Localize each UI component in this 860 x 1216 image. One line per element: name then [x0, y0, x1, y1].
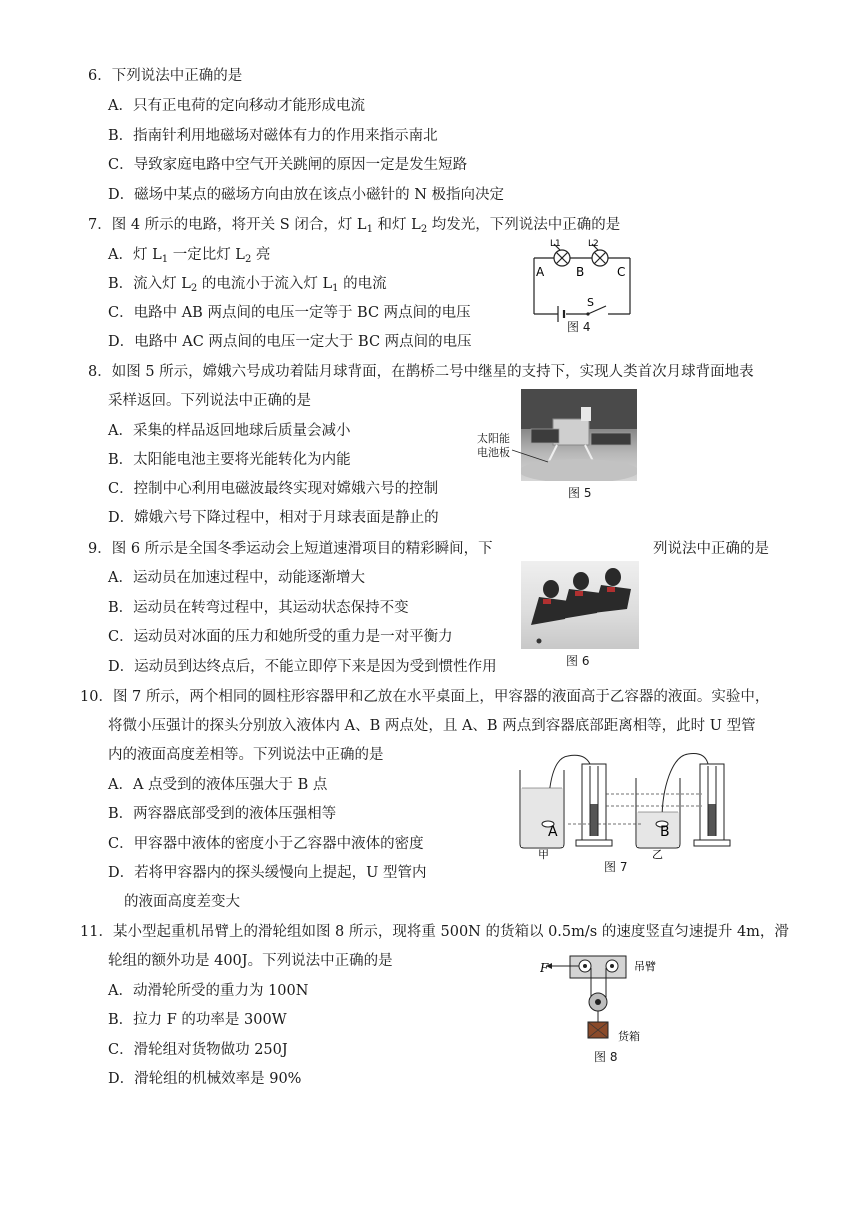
question-8-stem [88, 362, 754, 382]
option-text: 的电流小于流入灯 L [197, 276, 333, 292]
question-text: 某小型起重机吊臂上的滑轮组如图 8 所示，现将重 500N 的货箱以 0.5m/s 的速度竖直匀速提升 4m，滑 [112, 924, 789, 940]
question-9-stem-right: 列说法中正确的是 [653, 541, 769, 557]
question-number: 11． [80, 924, 113, 940]
subscript: 1 [332, 283, 339, 294]
q7-option-d: D．电路中 AC 两点间的电压一定大于 BC 两点间的电压 [108, 334, 472, 350]
box-label: 货箱 [618, 1030, 640, 1043]
annotation-line-1: 太阳能 [477, 432, 510, 445]
q10-option-a: A．A 点受到的液体压强大于 B 点 [108, 777, 328, 793]
q8-option-d: D．嫦娥六号下降过程中，相对于月球表面是静止的 [108, 510, 439, 526]
annotation-leader-line [510, 448, 550, 464]
question-text: 下列说法中正确的是 [111, 68, 243, 84]
stem-part: 图 4 所示的电路，将开关 S 闭合，灯 L [111, 217, 367, 233]
figure-6-caption: 图 6 [566, 654, 590, 668]
stem-part: 均发光，下列说法中正确的是 [427, 217, 621, 233]
question-10-stem [80, 687, 769, 707]
question-text: 图 7 所示，两个相同的圆柱形容器甲和乙放在水平桌面上，甲容器的液面高于乙容器的液面。实验中， [112, 689, 770, 705]
pulley-diagram [540, 952, 670, 1044]
figure-5-caption: 图 5 [568, 486, 592, 500]
point-b-label: B [660, 824, 670, 840]
question-text: 图 6 所示是全国冬季运动会上短道速滑项目的精彩瞬间，下 [111, 541, 493, 557]
label-a: A [536, 265, 545, 279]
q11-option-d: D．滑轮组的机械效率是 90% [108, 1071, 302, 1087]
stem-part: 和灯 L [372, 217, 421, 233]
solar-panel-annotation [477, 432, 510, 460]
q6-option-a: A．只有正电荷的定向移动才能形成电流 [108, 98, 365, 114]
figure-7-pressure-setup [512, 748, 774, 860]
annotation-line-2: 电池板 [477, 446, 510, 459]
question-11-stem-cont: 轮组的额外功是 400J。下列说法中正确的是 [108, 953, 393, 969]
figure-7-caption: 图 7 [604, 860, 628, 874]
q10-option-d-cont: 的液面高度差变大 [124, 894, 240, 910]
q10-option-b: B．两容器底部受到的液体压强相等 [108, 806, 337, 822]
label-c: C [617, 265, 626, 279]
question-10-stem-cont-2: 内的液面高度差相等。下列说法中正确的是 [108, 747, 384, 763]
subscript: 1 [366, 224, 373, 235]
question-number: 6． [88, 68, 112, 84]
q10-option-c: C．甲容器中液体的密度小于乙容器中液体的密度 [108, 836, 424, 852]
option-text: 的电流 [338, 276, 387, 292]
figure-8-pulley [540, 952, 670, 1044]
q8-option-b: B．太阳能电池主要将光能转化为内能 [108, 452, 351, 468]
skaters-illustration [521, 561, 639, 649]
q7-option-b [108, 274, 387, 294]
question-8-stem-cont: 采样返回。下列说法中正确的是 [108, 393, 311, 409]
figure-8-caption: 图 8 [594, 1050, 618, 1064]
figure-6-skaters-photo [521, 561, 639, 649]
question-6-stem [88, 66, 242, 86]
q8-option-a: A．采集的样品返回地球后质量会减小 [108, 423, 351, 439]
subscript: 2 [244, 254, 252, 265]
option-text: 亮 [251, 247, 271, 263]
switch-pivot [586, 312, 589, 315]
q8-option-c: C．控制中心利用电磁波最终实现对嫦娥六号的控制 [108, 481, 439, 497]
lander-illustration [521, 389, 637, 481]
q6-option-d: D．磁场中某点的磁场方向由放在该点小磁针的 N 极指向决定 [108, 187, 505, 203]
figure-4-caption: 图 4 [567, 320, 591, 334]
q11-option-c: C．滑轮组对货物做功 250J [108, 1042, 288, 1058]
label-b: B [576, 265, 585, 279]
question-9-stem [88, 539, 493, 559]
q11-option-b: B．拉力 F 的功率是 300W [108, 1012, 287, 1028]
question-text: 如图 5 所示，嫦娥六号成功着陆月球背面，在鹊桥二号中继星的支持下，实现人类首次月球背面地表 [111, 364, 754, 380]
q7-option-a [108, 245, 270, 265]
question-number: 7． [88, 217, 112, 233]
q11-option-a: A．动滑轮所受的重力为 100N [108, 983, 309, 999]
q9-option-d: D．运动员到达终点后，不能立即停下来是因为受到惯性作用 [108, 659, 497, 675]
container-yi-label: 乙 [652, 848, 663, 860]
arm-label: 吊臂 [634, 960, 656, 973]
question-number: 8． [88, 364, 112, 380]
q6-option-b: B．指南针利用地磁场对磁体有力的作用来指示南北 [108, 128, 438, 144]
question-10-stem-cont-1: 将微小压强计的探头分别放入液体内 A、B 两点处，且 A、B 两点到容器底部距离相等，此时 U 型管 [108, 718, 756, 734]
q7-option-c: C．电路中 AB 两点间的电压一定等于 BC 两点间的电压 [108, 305, 471, 321]
question-7-stem [88, 215, 620, 235]
subscript: 1 [161, 254, 169, 265]
pressure-diagram [512, 748, 774, 860]
option-text: B．流入灯 L [108, 276, 191, 292]
question-number: 9． [88, 541, 112, 557]
label-l2: L2 [588, 239, 599, 249]
option-text: 一定比灯 L [168, 247, 245, 263]
container-jia-label: 甲 [538, 848, 549, 860]
q9-option-b: B．运动员在转弯过程中，其运动状态保持不变 [108, 600, 409, 616]
q10-option-d: D．若将甲容器内的探头缓慢向上提起，U 型管内 [108, 865, 427, 881]
label-s: S [587, 296, 594, 309]
figure-5-lander-photo [521, 389, 637, 481]
force-label: F [540, 961, 549, 975]
q9-option-c: C．运动员对冰面的压力和她所受的重力是一对平衡力 [108, 629, 453, 645]
question-11-stem [80, 922, 789, 942]
option-text: A．灯 L [108, 247, 162, 263]
subscript: 2 [190, 283, 198, 294]
q6-option-c: C．导致家庭电路中空气开关跳闸的原因一定是发生短路 [108, 157, 468, 173]
q9-option-a: A．运动员在加速过程中，动能逐渐增大 [108, 570, 365, 586]
subscript: 2 [420, 224, 428, 235]
label-l1: L1 [550, 239, 561, 249]
question-number: 10． [80, 689, 113, 705]
point-a-label: A [548, 824, 558, 840]
